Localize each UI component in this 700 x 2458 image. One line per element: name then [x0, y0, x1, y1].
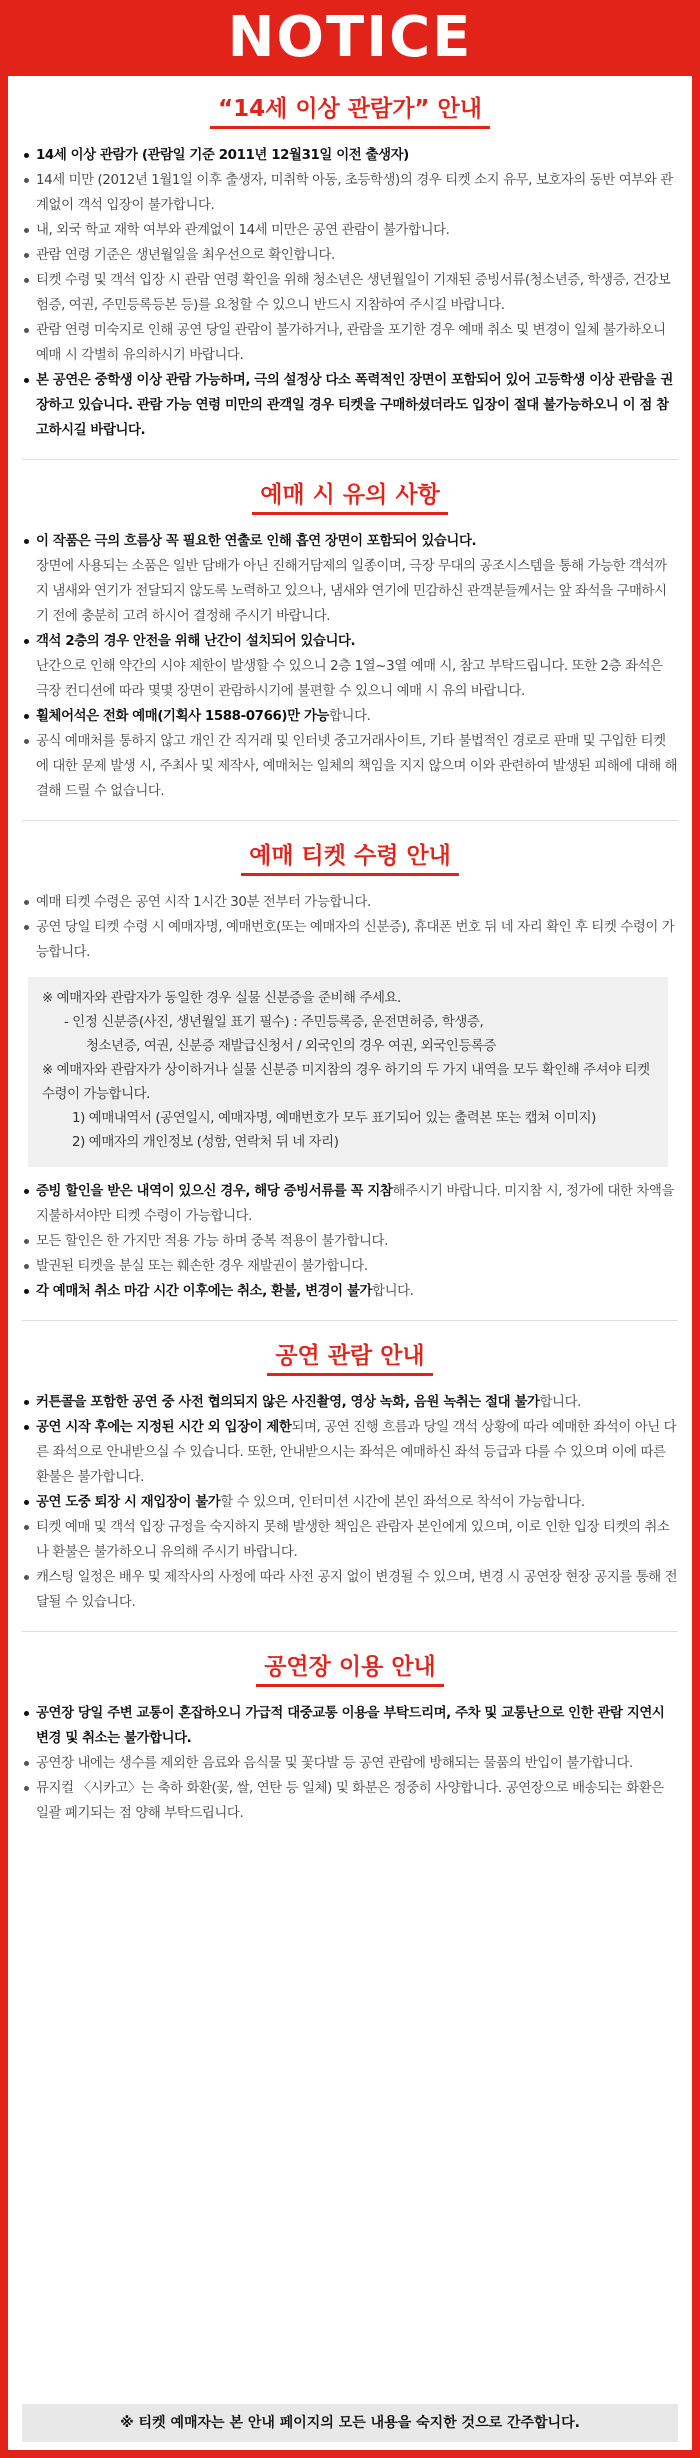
footer-notice: ※ 티켓 예매자는 본 안내 페이지의 모든 내용을 숙지한 것으로 간주합니다. [22, 2404, 678, 2442]
notice-item-text: 합니다. [329, 709, 371, 724]
notice-item-text: 관람 연령 미숙지로 인해 공연 당일 관람이 불가하거나, 관람을 포기한 경우 예매 취소 및 변경이 일체 불가하오니 예매 시 각별히 유의하시기 바랍니다. [36, 323, 666, 363]
notice-item-emphasis: 14세 이상 관람가 (관람일 기준 2011년 12월31일 이전 출생자) [36, 148, 409, 163]
booking-section-title: 예매 시 유의 사항 [252, 480, 448, 515]
id-requirement-note [28, 977, 668, 1167]
notice-item [22, 915, 678, 965]
notice-item-text: 모든 할인은 한 가지만 적용 가능 하며 중복 적용이 불가합니다. [36, 1234, 388, 1249]
notice-item-emphasis: 객석 2층의 경우 안전을 위해 난간이 설치되어 있습니다. [36, 634, 356, 649]
notice-item [22, 318, 678, 368]
notice-item-text: 발권된 티켓을 분실 또는 훼손한 경우 재발권이 불가합니다. [36, 1259, 368, 1274]
notice-item-text: 합니다. [539, 1395, 581, 1410]
notice-item-emphasis: 공연 도중 퇴장 시 재입장이 불가 [36, 1495, 221, 1510]
notice-item-text: 14세 미만 (2012년 1월1일 이후 출생자, 미취학 아동, 초등학생)의 경우 티켓 소지 유무, 보호자의 동반 여부와 관계없이 객석 입장이 불가합니다. [36, 173, 673, 213]
note-line: ※ 예매자와 관람자가 상이하거나 실물 신분증 미지참의 경우 하기의 두 가지 내역을 모두 확인해 주셔야 티켓 수령이 가능합니다. [42, 1063, 650, 1102]
venue-section [22, 1652, 678, 1826]
divider [22, 1320, 678, 1321]
notice-item-emphasis: 이 작품은 극의 흐름상 꼭 필요한 연출로 인해 흡연 장면이 포함되어 있습니다. [36, 534, 477, 549]
notice-item-text: 내, 외국 학교 재학 여부와 관계없이 14세 미만은 공연 관람이 불가합니다. [36, 223, 450, 238]
ticket-list-2 [22, 1179, 678, 1304]
booking-list [22, 529, 678, 804]
notice-item [22, 243, 678, 268]
notice-item [22, 1565, 678, 1615]
notice-item-text: 티켓 수령 및 객석 입장 시 관람 연령 확인을 위해 청소년은 생년월일이 기재된 증빙서류(청소년증, 학생증, 건강보험증, 여권, 주민등록등본 등)를 요청할 수 있으니 반드시 지참하여 주시길 바랍니다. [36, 273, 671, 313]
notice-item-emphasis: 휠체어석은 전화 예매(기획사 1588-0766)만 가능 [36, 709, 330, 724]
notice-item [22, 268, 678, 318]
notice-item [22, 890, 678, 915]
notice-item [22, 1490, 678, 1515]
notice-item [22, 729, 678, 804]
notice-item-text: 합니다. [372, 1284, 414, 1299]
show-section [22, 1341, 678, 1615]
notice-item-emphasis: 본 공연은 중학생 이상 관람 가능하며, 극의 설정상 다소 폭력적인 장면이 포함되어 있어 고등학생 이상 관람을 권장하고 있습니다. 관람 가능 연령 미만의 관객일 경우 티켓을 구매하셨더라도 입장이 절대 불가능하오니 이 점 참고하시길 바랍니다. [36, 373, 673, 438]
note-line: ※ 예매자와 관람자가 동일한 경우 실물 신분증을 준비해 주세요. [42, 991, 401, 1006]
notice-item-text: 예매 티켓 수령은 공연 시작 1시간 30분 전부터 가능합니다. [36, 895, 371, 910]
notice-item [22, 1751, 678, 1776]
notice-item-text: 관람 연령 기준은 생년월일을 최우선으로 확인합니다. [36, 248, 335, 263]
notice-item [22, 704, 678, 729]
notice-item-text: 공연 당일 티켓 수령 시 예매자명, 예매번호(또는 예매자의 신분증), 휴대폰 번호 뒤 네 자리 확인 후 티켓 수령이 가능합니다. [36, 920, 675, 960]
notice-title: NOTICE [227, 5, 473, 70]
notice-item [22, 529, 678, 629]
note-line: 2) 예매자의 개인정보 (성함, 연락처 뒤 네 자리) [72, 1135, 339, 1150]
notice-item [22, 1279, 678, 1304]
notice-item-text: 공식 예매처를 통하지 않고 개인 간 직거래 및 인터넷 중고거래사이트, 기타 불법적인 경로로 판매 및 구입한 티켓에 대한 문제 발생 시, 주최사 및 제작사, 예매처는 일체의 책임을 지지 않으며 이와 관련하여 발생된 피해에 대해 해결해 드릴 수 없습니다. [36, 734, 678, 799]
notice-item-text: 장면에 사용되는 소품은 일반 담배가 아닌 진해거담제의 일종이며, 극장 무대의 공조시스템을 통해 가능한 객석까지 냄새와 연기가 전달되지 않도록 노력하고 있으나, 냄새와 연기에 민감하신 관객분들께서는 앞 좌석을 구매하시기 전에 충분히 고려 하시어 결정해 주시기 바랍니다. [36, 559, 667, 624]
notice-item [22, 1229, 678, 1254]
notice-item [22, 1390, 678, 1415]
notice-item-text: 되며, 공연 진행 흐름과 당일 객석 상황에 따라 예매한 좌석이 아닌 다른 좌석으로 안내받으실 수 있습니다. 또한, 안내받으시는 좌석은 예매하신 좌석 등급과 다를 수 있으며 이에 따른 환불은 불가합니다. [36, 1420, 677, 1485]
note-line: 1) 예매내역서 (공연일시, 예매자명, 예매번호가 모두 표기되어 있는 출력본 또는 캡쳐 이미지) [72, 1111, 596, 1126]
notice-item [22, 629, 678, 704]
venue-list [22, 1701, 678, 1826]
notice-item [22, 1179, 678, 1229]
ticket-section-title: 예매 티켓 수령 안내 [241, 841, 459, 876]
notice-item [22, 1701, 678, 1751]
ticket-section [22, 841, 678, 1304]
divider [22, 1631, 678, 1632]
age-section [22, 94, 678, 443]
notice-item [22, 1254, 678, 1279]
notice-item [22, 1515, 678, 1565]
notice-item-text: 티켓 예매 및 객석 입장 규정을 숙지하지 못해 발생한 책임은 관람자 본인에게 있으며, 이로 인한 입장 티켓의 취소나 환불은 불가하오니 유의해 주시기 바랍니다. [36, 1520, 670, 1560]
notice-item [22, 368, 678, 443]
ticket-list [22, 890, 678, 965]
notice-item-text: 할 수 있으며, 인터미션 시간에 본인 좌석으로 착석이 가능합니다. [220, 1495, 585, 1510]
notice-item-emphasis: 공연장 당일 주변 교통이 혼잡하오니 가급적 대중교통 이용을 부탁드리며, 주차 및 교통난으로 인한 관람 지연시 변경 및 취소는 불가합니다. [36, 1706, 665, 1746]
venue-section-title: 공연장 이용 안내 [256, 1652, 444, 1687]
notice-banner [0, 0, 700, 76]
divider [22, 820, 678, 821]
note-line: - 인정 신분증(사진, 생년월일 표기 필수) : 주민등록증, 운전면허증, 학생증, [64, 1015, 484, 1030]
notice-item-emphasis: 증빙 할인을 받은 내역이 있으신 경우, 해당 증빙서류를 꼭 지참 [36, 1184, 393, 1199]
notice-item-text: 공연장 내에는 생수를 제외한 음료와 음식물 및 꽃다발 등 공연 관람에 방해되는 물품의 반입이 불가합니다. [36, 1756, 633, 1771]
booking-section [22, 480, 678, 804]
notice-item-text: 난간으로 인해 약간의 시야 제한이 발생할 수 있으니 2층 1열~3열 예매 시, 참고 부탁드립니다. 또한 2층 좌석은 극장 컨디션에 따라 몇몇 장면이 관람하시기에 불편할 수 있으니 예매 시 유의 바랍니다. [36, 659, 663, 699]
notice-item-emphasis: 각 예매처 취소 마감 시간 이후에는 취소, 환불, 변경이 불가 [36, 1284, 373, 1299]
notice-item-emphasis: 공연 시작 후에는 지정된 시간 외 입장이 제한 [36, 1420, 292, 1435]
divider [22, 459, 678, 460]
notice-item-emphasis: 커튼콜을 포함한 공연 중 사전 협의되지 않은 사진촬영, 영상 녹화, 음원 녹취는 절대 불가 [36, 1395, 540, 1410]
show-section-title: 공연 관람 안내 [267, 1341, 432, 1376]
note-line: 청소년증, 여권, 신분증 재발급신청서 / 외국인의 경우 여권, 외국인등록증 [86, 1039, 497, 1054]
notice-item-text: 뮤지컬 〈시카고〉는 축하 화환(꽃, 쌀, 연탄 등 일체) 및 화분은 정중히 사양합니다. 공연장으로 배송되는 화환은 일괄 폐기되는 점 양해 부탁드립니다. [36, 1781, 664, 1821]
notice-item [22, 1415, 678, 1490]
notice-item [22, 1776, 678, 1826]
notice-item-text: 해주시기 바랍니다. 미지참 시, 정가에 대한 차액을 지불하셔야만 티켓 수령이 가능합니다. [36, 1184, 674, 1224]
age-list [22, 143, 678, 443]
notice-item-text: 캐스팅 일정은 배우 및 제작사의 사정에 따라 사전 공지 없이 변경될 수 있으며, 변경 시 공연장 현장 공지를 통해 전달될 수 있습니다. [36, 1570, 678, 1610]
notice-item [22, 218, 678, 243]
notice-content [22, 76, 678, 1826]
age-section-title: “14세 이상 관람가” 안내 [210, 94, 490, 129]
show-list [22, 1390, 678, 1615]
notice-item [22, 168, 678, 218]
notice-item [22, 143, 678, 168]
